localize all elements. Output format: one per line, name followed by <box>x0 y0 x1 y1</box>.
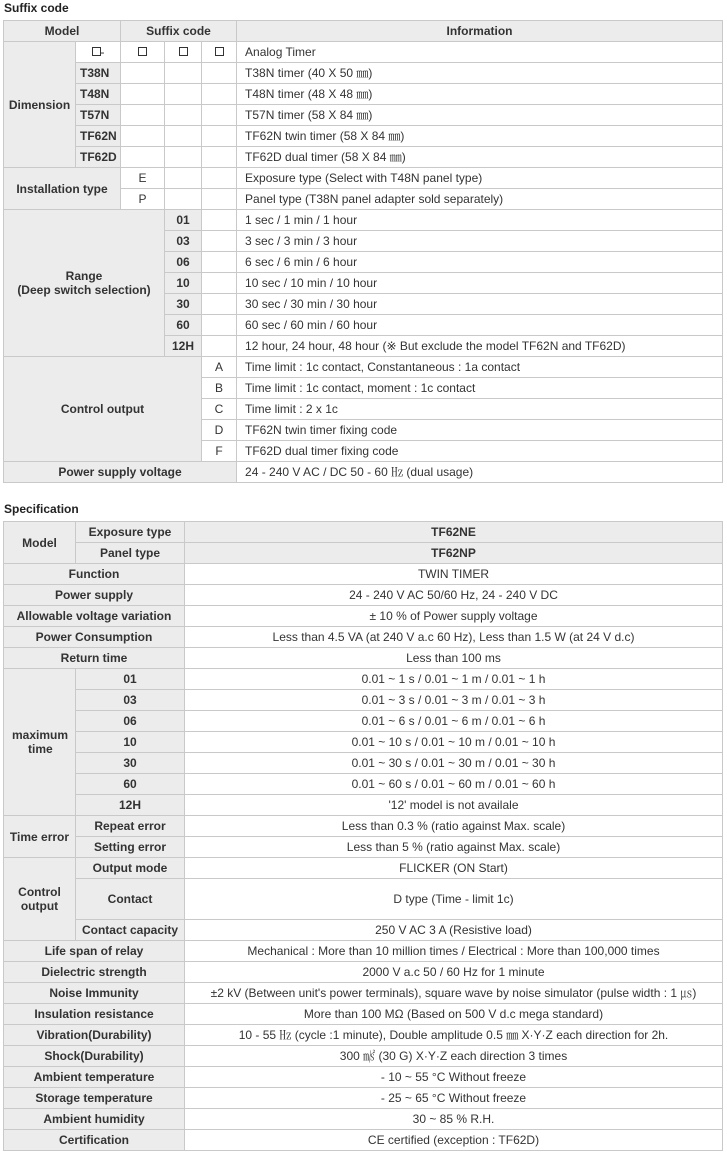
spec-label: Allowable voltage variation <box>4 606 185 627</box>
spec-value: ±2 kV (Between unit's power terminals), square wave by noise simulator (pulse width : 1 ㎲) <box>185 983 723 1004</box>
spec-label: Dielectric strength <box>4 962 185 983</box>
spec-label: Shock(Durability) <box>4 1046 185 1067</box>
table-row <box>4 585 723 606</box>
table-row <box>4 105 723 126</box>
checkbox-square-icon <box>215 47 224 56</box>
spec-label: Power Consumption <box>4 627 185 648</box>
table-row <box>4 357 723 378</box>
header-model: Model <box>4 21 121 42</box>
control-value: 250 V AC 3 A (Resistive load) <box>185 920 723 941</box>
control-info: Time limit : 1c contact, moment : 1c contact <box>237 378 723 399</box>
spec-value: 2000 V a.c 50 / 60 Hz for 1 minute <box>185 962 723 983</box>
control-info: Time limit : 2 x 1c <box>237 399 723 420</box>
installation-label: Installation type <box>4 168 121 210</box>
table-row <box>4 879 723 920</box>
table-row <box>4 522 723 543</box>
dimension-code: TF62N <box>76 126 121 147</box>
table-row <box>4 42 723 63</box>
spec-label: Certification <box>4 1130 185 1151</box>
table-row <box>4 858 723 879</box>
spec-value: 10 - 55 ㎐ (cycle :1 minute), Double amplitude 0.5 ㎜ X·Y·Z each direction for 2h. <box>185 1025 723 1046</box>
maxtime-range: 06 <box>76 711 185 732</box>
control-info: TF62D dual timer fixing code <box>237 441 723 462</box>
spec-label: Storage temperature <box>4 1088 185 1109</box>
range-info: 1 sec / 1 min / 1 hour <box>237 210 723 231</box>
control-output-spec-label: Control output <box>4 858 76 941</box>
table-row <box>4 606 723 627</box>
table-row <box>4 774 723 795</box>
maxtime-range: 30 <box>76 753 185 774</box>
installation-info: Exposure type (Select with T48N panel type) <box>237 168 723 189</box>
range-label: Range (Deep switch selection) <box>4 210 165 357</box>
installation-info: Panel type (T38N panel adapter sold separately) <box>237 189 723 210</box>
table-row <box>4 462 723 483</box>
maxtime-value: 0.01 ~ 3 s / 0.01 ~ 3 m / 0.01 ~ 3 h <box>185 690 723 711</box>
header-suffix-code: Suffix code <box>121 21 237 42</box>
analog-info: Analog Timer <box>237 42 723 63</box>
analog-code: - <box>76 42 121 63</box>
spec-value: 24 - 240 V AC 50/60 Hz, 24 - 240 V DC <box>185 585 723 606</box>
maxtime-value: 0.01 ~ 10 s / 0.01 ~ 10 m / 0.01 ~ 10 h <box>185 732 723 753</box>
range-code: 03 <box>165 231 202 252</box>
table-row <box>4 669 723 690</box>
control-sub: Output mode <box>76 858 185 879</box>
spec-label: Noise Immunity <box>4 983 185 1004</box>
spec-label: Function <box>4 564 185 585</box>
table-row <box>4 732 723 753</box>
maxtime-value: '12' model is not availale <box>185 795 723 816</box>
table-row <box>4 941 723 962</box>
control-code: F <box>202 441 237 462</box>
dimension-code: TF62D <box>76 147 121 168</box>
maxtime-range: 60 <box>76 774 185 795</box>
model-sub-label: Exposure type <box>76 522 185 543</box>
maxtime-range: 12H <box>76 795 185 816</box>
model-value: TF62NE <box>185 522 723 543</box>
time-error-sub: Repeat error <box>76 816 185 837</box>
power-supply-voltage-info: 24 - 240 V AC / DC 50 - 60 ㎐ (dual usage) <box>237 462 723 483</box>
spec-value: Less than 4.5 VA (at 240 V a.c 60 Hz), Less than 1.5 W (at 24 V d.c) <box>185 627 723 648</box>
table-row <box>4 564 723 585</box>
spec-label: Power supply <box>4 585 185 606</box>
spec-value: 30 ~ 85 % R.H. <box>185 1109 723 1130</box>
range-code: 30 <box>165 294 202 315</box>
range-info: 6 sec / 6 min / 6 hour <box>237 252 723 273</box>
control-info: TF62N twin timer fixing code <box>237 420 723 441</box>
table-row <box>4 962 723 983</box>
spec-value: ± 10 % of Power supply voltage <box>185 606 723 627</box>
table-row <box>4 837 723 858</box>
table-row <box>4 210 723 231</box>
dimension-label: Dimension <box>4 42 76 168</box>
table-row <box>4 648 723 669</box>
control-sub: Contact <box>76 879 185 920</box>
spec-label: Ambient temperature <box>4 1067 185 1088</box>
maxtime-range: 03 <box>76 690 185 711</box>
spec-value: Less than 100 ms <box>185 648 723 669</box>
range-info: 12 hour, 24 hour, 48 hour (※ But exclude the model TF62N and TF62D) <box>237 336 723 357</box>
control-code: C <box>202 399 237 420</box>
time-error-value: Less than 0.3 % (ratio against Max. scale) <box>185 816 723 837</box>
table-row <box>4 84 723 105</box>
dimension-code: T38N <box>76 63 121 84</box>
model-sub-label: Panel type <box>76 543 185 564</box>
table-row <box>4 1130 723 1151</box>
range-code: 01 <box>165 210 202 231</box>
range-code: 06 <box>165 252 202 273</box>
spec-value: Mechanical : More than 10 million times / Electrical : More than 100,000 times <box>185 941 723 962</box>
table-row <box>4 147 723 168</box>
dimension-info: T38N timer (40 X 50 ㎜) <box>237 63 723 84</box>
suffix-code-table <box>3 20 723 483</box>
range-info: 3 sec / 3 min / 3 hour <box>237 231 723 252</box>
table-row <box>4 1025 723 1046</box>
dimension-info: TF62N twin timer (58 X 84 ㎜) <box>237 126 723 147</box>
maxtime-range: 10 <box>76 732 185 753</box>
control-sub: Contact capacity <box>76 920 185 941</box>
spec-value: 300 ㎨ (30 G) X·Y·Z each direction 3 times <box>185 1046 723 1067</box>
control-info: Time limit : 1c contact, Constantaneous : 1a contact <box>237 357 723 378</box>
spec-value: CE certified (exception : TF62D) <box>185 1130 723 1151</box>
control-code: D <box>202 420 237 441</box>
spec-label: Vibration(Durability) <box>4 1025 185 1046</box>
spec-value: - 10 ~ 55 °C Without freeze <box>185 1067 723 1088</box>
table-row <box>4 627 723 648</box>
model-value: TF62NP <box>185 543 723 564</box>
table-row <box>4 690 723 711</box>
suffix-header-row <box>4 21 723 42</box>
spec-label: Return time <box>4 648 185 669</box>
checkbox-square-icon <box>138 47 147 56</box>
control-value: FLICKER (ON Start) <box>185 858 723 879</box>
time-error-label: Time error <box>4 816 76 858</box>
dimension-info: TF62D dual timer (58 X 84 ㎜) <box>237 147 723 168</box>
specification-table <box>3 521 723 1151</box>
spec-value: More than 100 MΩ (Based on 500 V d.c mega standard) <box>185 1004 723 1025</box>
table-row <box>4 1109 723 1130</box>
maxtime-value: 0.01 ~ 60 s / 0.01 ~ 60 m / 0.01 ~ 60 h <box>185 774 723 795</box>
suffix-code-title: Suffix code <box>4 1 69 15</box>
table-row <box>4 168 723 189</box>
range-code: 12H <box>165 336 202 357</box>
table-row <box>4 1067 723 1088</box>
table-row <box>4 63 723 84</box>
spec-label: Ambient humidity <box>4 1109 185 1130</box>
maxtime-range: 01 <box>76 669 185 690</box>
table-row <box>4 711 723 732</box>
control-value: D type (Time - limit 1c) <box>185 879 723 920</box>
power-supply-voltage-label: Power supply voltage <box>4 462 237 483</box>
table-row <box>4 1004 723 1025</box>
table-row <box>4 816 723 837</box>
checkbox-square-icon <box>179 47 188 56</box>
installation-code: E <box>121 168 165 189</box>
table-row <box>4 920 723 941</box>
maxtime-value: 0.01 ~ 6 s / 0.01 ~ 6 m / 0.01 ~ 6 h <box>185 711 723 732</box>
range-info: 10 sec / 10 min / 10 hour <box>237 273 723 294</box>
range-info: 60 sec / 60 min / 60 hour <box>237 315 723 336</box>
control-code: B <box>202 378 237 399</box>
control-code: A <box>202 357 237 378</box>
range-info: 30 sec / 30 min / 30 hour <box>237 294 723 315</box>
spec-label: Insulation resistance <box>4 1004 185 1025</box>
maximum-time-label: maximum time <box>4 669 76 816</box>
table-row <box>4 126 723 147</box>
table-row <box>4 1088 723 1109</box>
range-code: 10 <box>165 273 202 294</box>
dimension-code: T57N <box>76 105 121 126</box>
specification-title: Specification <box>4 502 79 516</box>
time-error-sub: Setting error <box>76 837 185 858</box>
spec-label: Life span of relay <box>4 941 185 962</box>
dimension-info: T48N timer (48 X 48 ㎜) <box>237 84 723 105</box>
control-output-label: Control output <box>4 357 202 462</box>
dimension-info: T57N timer (58 X 84 ㎜) <box>237 105 723 126</box>
table-row <box>4 983 723 1004</box>
table-row <box>4 795 723 816</box>
dimension-code: T48N <box>76 84 121 105</box>
maxtime-value: 0.01 ~ 30 s / 0.01 ~ 30 m / 0.01 ~ 30 h <box>185 753 723 774</box>
checkbox-square-icon <box>92 47 101 56</box>
table-row <box>4 753 723 774</box>
table-row <box>4 1046 723 1067</box>
installation-code: P <box>121 189 165 210</box>
header-information: Information <box>237 21 723 42</box>
maxtime-value: 0.01 ~ 1 s / 0.01 ~ 1 m / 0.01 ~ 1 h <box>185 669 723 690</box>
spec-value: - 25 ~ 65 °C Without freeze <box>185 1088 723 1109</box>
spec-value: TWIN TIMER <box>185 564 723 585</box>
model-label: Model <box>4 522 76 564</box>
range-code: 60 <box>165 315 202 336</box>
time-error-value: Less than 5 % (ratio against Max. scale) <box>185 837 723 858</box>
table-row <box>4 543 723 564</box>
